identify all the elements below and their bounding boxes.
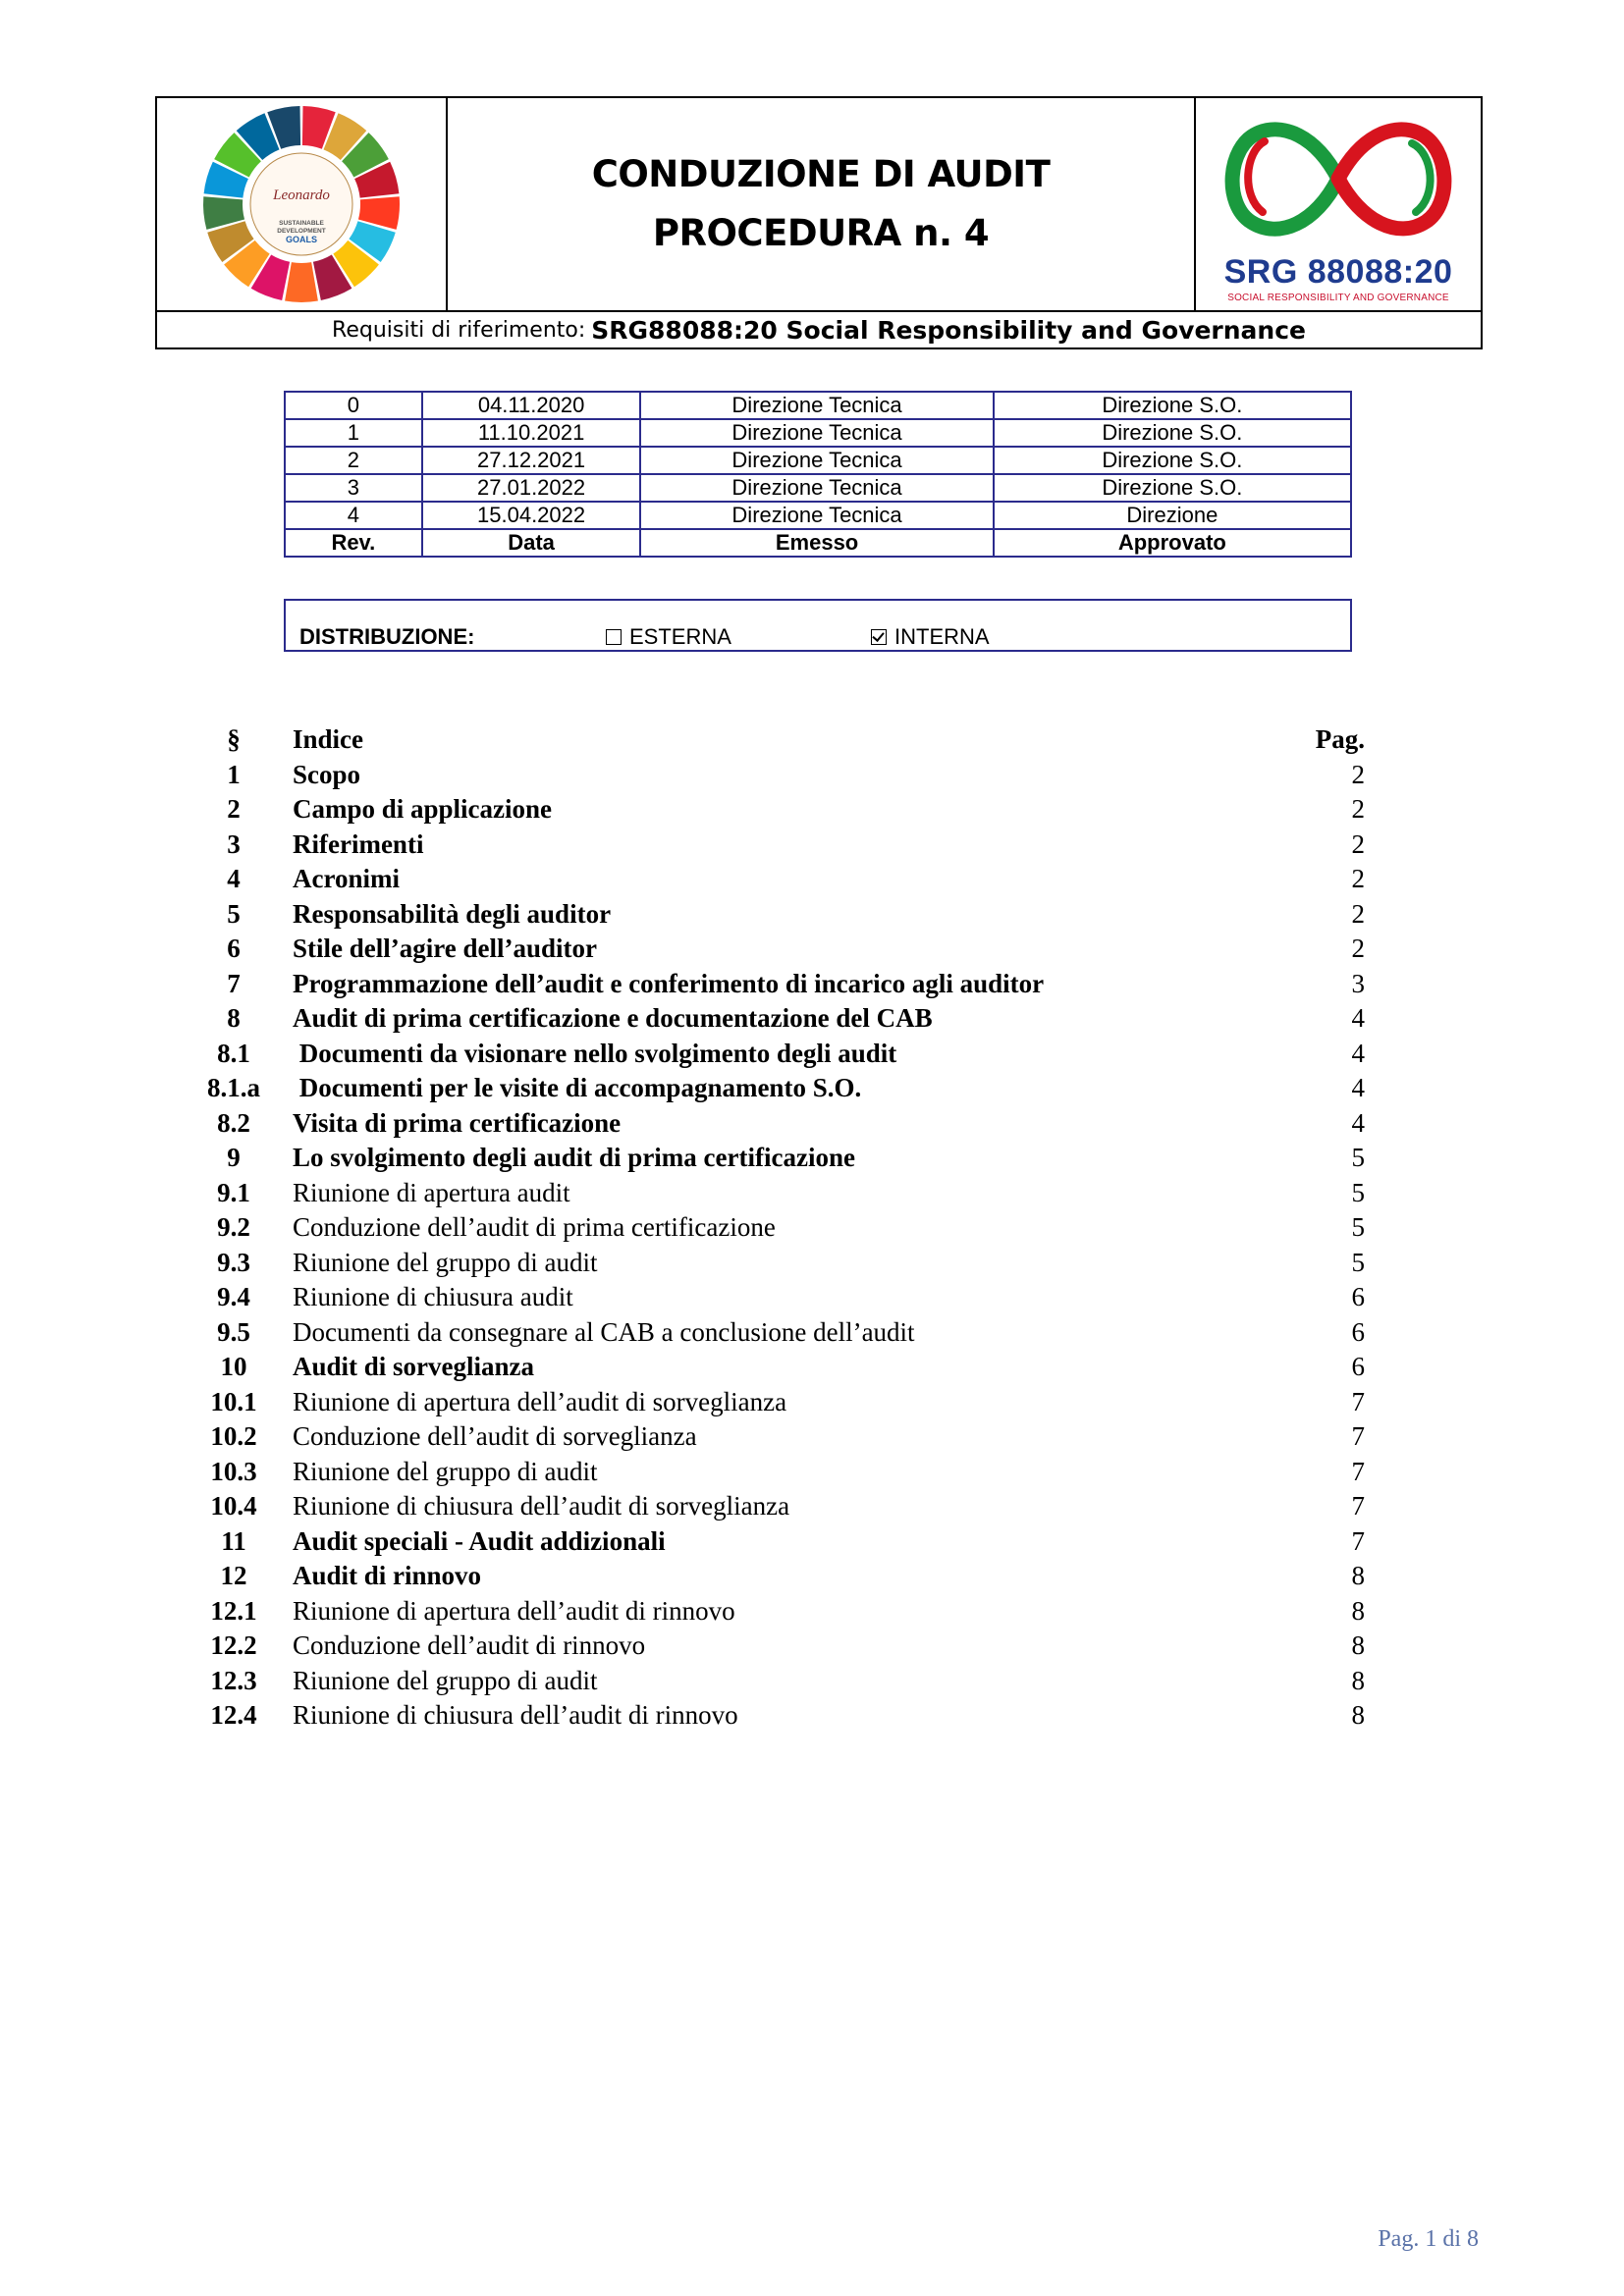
- toc-entry[interactable]: [187, 967, 1365, 1002]
- toc-entry-number: 11: [221, 1525, 246, 1556]
- toc-entry-page: 7: [1351, 1491, 1365, 1521]
- toc-entry-number: 12.2: [210, 1630, 257, 1660]
- toc-entry-title: Conduzione dell’audit di prima certificazione: [293, 1212, 776, 1242]
- table-of-contents: [187, 722, 1365, 1734]
- toc-entry-page: 8: [1351, 1665, 1365, 1695]
- revision-cell-emesso: Direzione Tecnica: [640, 419, 993, 447]
- title-line-2: PROCEDURA n. 4: [652, 212, 990, 254]
- toc-entry-page: 7: [1351, 1456, 1365, 1486]
- toc-entry-page: 8: [1351, 1630, 1365, 1660]
- revision-cell-emesso: Direzione Tecnica: [640, 474, 993, 502]
- toc-entry[interactable]: [187, 1524, 1365, 1560]
- toc-header: [187, 722, 1365, 758]
- toc-header-num: §: [227, 724, 241, 754]
- toc-entry-number: 5: [227, 898, 241, 929]
- toc-entry-number: 3: [227, 828, 241, 859]
- svg-text:GOALS: GOALS: [285, 235, 318, 244]
- toc-entry[interactable]: [187, 1489, 1365, 1524]
- revision-table: [284, 391, 1352, 558]
- revision-header-emesso: Emesso: [640, 529, 993, 557]
- toc-entry[interactable]: [187, 1629, 1365, 1664]
- toc-entry-number: 10: [220, 1352, 247, 1381]
- toc-entry-page: 2: [1351, 864, 1365, 893]
- revision-cell-rev: 2: [285, 447, 422, 474]
- toc-entry-title: Conduzione dell’audit di rinnovo: [293, 1630, 646, 1660]
- toc-entry-page: 2: [1351, 759, 1365, 789]
- toc-header-page: Pag.: [1315, 724, 1365, 754]
- toc-entry-title: Riunione di apertura dell’audit di sorveglianza: [293, 1386, 787, 1416]
- revision-cell-approvato: Direzione S.O.: [994, 447, 1351, 474]
- svg-text:DEVELOPMENT: DEVELOPMENT: [277, 228, 326, 235]
- revision-cell-rev: 4: [285, 502, 422, 529]
- revision-header-row: [285, 529, 1351, 557]
- toc-entry[interactable]: [187, 1455, 1365, 1490]
- toc-entry-page: 8: [1351, 1700, 1365, 1730]
- toc-entry-number: 8.1.a: [207, 1073, 260, 1102]
- toc-entry-number: 4: [227, 864, 241, 893]
- revision-cell-rev: 1: [285, 419, 422, 447]
- distribution-label: DISTRIBUZIONE:: [299, 624, 475, 649]
- revision-header-approvato: Approvato: [994, 529, 1351, 557]
- toc-entry-title: Conduzione dell’audit di sorveglianza: [293, 1421, 697, 1451]
- requirements-value: SRG88088:20 Social Responsibility and Governance: [591, 315, 1306, 345]
- toc-entry-page: 7: [1351, 1421, 1365, 1451]
- toc-entry-number: 9.2: [217, 1212, 250, 1242]
- toc-entry[interactable]: [187, 1419, 1365, 1455]
- revision-cell-data: 27.12.2021: [422, 447, 641, 474]
- revision-header-data: Data: [422, 529, 641, 557]
- document-title: [448, 98, 1194, 310]
- toc-entry-title: Riunione di chiusura audit: [293, 1282, 573, 1311]
- toc-entry-number: 8.1: [217, 1038, 250, 1068]
- toc-entry-number: 9.5: [217, 1316, 250, 1347]
- toc-entry-title: Audit di rinnovo: [293, 1561, 482, 1590]
- title-line-1: CONDUZIONE DI AUDIT: [591, 153, 1051, 195]
- revision-row: [285, 419, 1351, 447]
- toc-entry-page: 6: [1351, 1282, 1365, 1311]
- toc-entry-title: Riunione di chiusura dell’audit di sorveglianza: [293, 1491, 790, 1521]
- internal-label: INTERNA: [894, 624, 990, 649]
- sdg-segment: [285, 262, 318, 302]
- toc-entry-number: 9.3: [217, 1247, 250, 1277]
- toc-entry[interactable]: [187, 1315, 1365, 1351]
- toc-entry-number: 12.3: [210, 1665, 257, 1695]
- toc-entry-number: 9.1: [217, 1177, 250, 1207]
- revision-row: [285, 392, 1351, 419]
- toc-entry[interactable]: [187, 758, 1365, 793]
- srg-code-text: SRG 88088:20: [1223, 252, 1453, 291]
- toc-entry-page: 3: [1351, 968, 1365, 998]
- toc-entry[interactable]: [187, 1176, 1365, 1211]
- sdg-wheel-logo: [198, 101, 405, 307]
- toc-entry[interactable]: [187, 1350, 1365, 1385]
- revision-cell-data: 27.01.2022: [422, 474, 641, 502]
- toc-entry-page: 2: [1351, 794, 1365, 824]
- revision-cell-data: 04.11.2020: [422, 392, 641, 419]
- distribution-external-option[interactable]: [606, 624, 731, 650]
- toc-entry[interactable]: [187, 1594, 1365, 1629]
- toc-entry-number: 10.2: [210, 1421, 257, 1451]
- internal-checkbox[interactable]: [871, 629, 887, 645]
- toc-entry[interactable]: [187, 932, 1365, 967]
- page-number: Pag. 1 di 8: [1378, 2226, 1479, 2252]
- toc-entry-page: 5: [1351, 1177, 1365, 1207]
- toc-entry[interactable]: [187, 1001, 1365, 1037]
- toc-entry-page: 4: [1351, 1073, 1365, 1102]
- toc-entry[interactable]: [187, 1210, 1365, 1246]
- toc-entry-title: Documenti da visionare nello svolgimento degli audit: [293, 1038, 897, 1068]
- toc-entry-page: 8: [1351, 1595, 1365, 1626]
- srg-logo-cell: [1194, 98, 1481, 310]
- toc-entry-title: Audit speciali - Audit addizionali: [293, 1525, 666, 1556]
- document-header: [155, 96, 1483, 349]
- requirements-row: [157, 310, 1481, 347]
- external-checkbox[interactable]: [606, 629, 622, 645]
- revision-cell-emesso: Direzione Tecnica: [640, 392, 993, 419]
- toc-entry-title: Lo svolgimento degli audit di prima certificazione: [293, 1143, 855, 1172]
- toc-entry-title: Riunione di chiusura dell’audit di rinnovo: [293, 1700, 738, 1730]
- revision-cell-data: 11.10.2021: [422, 419, 641, 447]
- srg-infinity-logo: [1206, 106, 1471, 251]
- toc-entry-number: 10.4: [210, 1491, 257, 1521]
- toc-entry-title: Programmazione dell’audit e conferimento di incarico agli auditor: [293, 968, 1045, 998]
- toc-entry-title: Riunione del gruppo di audit: [293, 1456, 598, 1486]
- toc-entry[interactable]: [187, 862, 1365, 897]
- toc-entry-title: Riunione di apertura dell’audit di rinnovo: [293, 1595, 735, 1626]
- toc-entry[interactable]: [187, 1106, 1365, 1142]
- srg-subtitle-text: SOCIAL RESPONSIBILITY AND GOVERNANCE: [1227, 292, 1449, 303]
- toc-entry-number: 12: [220, 1561, 247, 1590]
- toc-entry-page: 4: [1351, 1003, 1365, 1033]
- toc-entry-title: Acronimi: [293, 864, 400, 893]
- svg-text:SUSTAINABLE: SUSTAINABLE: [279, 220, 324, 227]
- toc-entry-number: 9: [227, 1143, 241, 1172]
- toc-entry-number: 6: [227, 934, 241, 963]
- toc-entry-title: Documenti da consegnare al CAB a conclusione dell’audit: [293, 1316, 915, 1347]
- revision-cell-approvato: Direzione S.O.: [994, 419, 1351, 447]
- toc-entry-number: 8: [227, 1003, 241, 1033]
- toc-entry-number: 10.1: [210, 1386, 257, 1416]
- toc-entry-page: 4: [1351, 1038, 1365, 1068]
- toc-entry-title: Stile dell’agire dell’auditor: [293, 934, 597, 963]
- revision-row: [285, 502, 1351, 529]
- toc-entry[interactable]: [187, 1664, 1365, 1699]
- revision-cell-data: 15.04.2022: [422, 502, 641, 529]
- revision-cell-rev: 3: [285, 474, 422, 502]
- toc-entry-page: 2: [1351, 934, 1365, 963]
- toc-entry[interactable]: [187, 1280, 1365, 1315]
- toc-entry[interactable]: [187, 828, 1365, 863]
- toc-entry[interactable]: [187, 1246, 1365, 1281]
- toc-entry-title: Visita di prima certificazione: [293, 1107, 622, 1138]
- toc-entry[interactable]: [187, 1385, 1365, 1420]
- toc-entry-page: 2: [1351, 828, 1365, 859]
- toc-entry-title: Scopo: [293, 759, 361, 789]
- toc-entry-page: 2: [1351, 898, 1365, 929]
- toc-entry-title: Riunione del gruppo di audit: [293, 1247, 598, 1277]
- toc-entry-number: 1: [227, 759, 241, 789]
- requirements-label: Requisiti di riferimento:: [332, 317, 586, 343]
- toc-entry[interactable]: [187, 1698, 1365, 1734]
- revision-cell-emesso: Direzione Tecnica: [640, 502, 993, 529]
- toc-entry[interactable]: [187, 1141, 1365, 1176]
- toc-entry-page: 6: [1351, 1352, 1365, 1381]
- revision-row: [285, 474, 1351, 502]
- toc-entry[interactable]: [187, 1071, 1365, 1106]
- toc-entry-page: 6: [1351, 1316, 1365, 1347]
- distribution-box: [284, 599, 1352, 652]
- revision-cell-approvato: Direzione S.O.: [994, 474, 1351, 502]
- toc-entry[interactable]: [187, 1037, 1365, 1072]
- toc-entry-page: 5: [1351, 1212, 1365, 1242]
- sdg-logo-cell: [157, 98, 448, 310]
- toc-entry-number: 8.2: [217, 1107, 250, 1138]
- toc-entry-number: 12.1: [210, 1595, 257, 1626]
- toc-entry-number: 7: [227, 968, 241, 998]
- toc-entry-title: Documenti per le visite di accompagnamento S.O.: [293, 1073, 862, 1102]
- external-label: ESTERNA: [629, 624, 731, 649]
- toc-entry[interactable]: [187, 1559, 1365, 1594]
- distribution-internal-option[interactable]: [871, 624, 990, 650]
- toc-entry-number: 12.4: [210, 1700, 257, 1730]
- toc-entry-title: Audit di sorveglianza: [293, 1352, 535, 1381]
- logo-center-text: Leonardo: [273, 187, 330, 203]
- toc-entry-title: Audit di prima certificazione e documentazione del CAB: [293, 1003, 933, 1033]
- toc-entry[interactable]: [187, 792, 1365, 828]
- toc-entry-page: 4: [1351, 1107, 1365, 1138]
- toc-entry-page: 5: [1351, 1247, 1365, 1277]
- toc-entry-title: Responsabilità degli auditor: [293, 898, 612, 929]
- revision-header-rev: Rev.: [285, 529, 422, 557]
- revision-cell-emesso: Direzione Tecnica: [640, 447, 993, 474]
- toc-entry-title: Riunione di apertura audit: [293, 1177, 570, 1207]
- toc-entry-title: Riferimenti: [293, 828, 424, 859]
- toc-entry[interactable]: [187, 897, 1365, 933]
- toc-entry-page: 7: [1351, 1386, 1365, 1416]
- toc-entry-page: 7: [1351, 1525, 1365, 1556]
- toc-header-title: Indice: [293, 724, 364, 754]
- revision-cell-rev: 0: [285, 392, 422, 419]
- toc-entry-page: 8: [1351, 1561, 1365, 1590]
- toc-entry-number: 9.4: [217, 1282, 250, 1311]
- toc-entry-title: Campo di applicazione: [293, 794, 553, 824]
- toc-entry-number: 10.3: [210, 1456, 257, 1486]
- toc-entry-title: Riunione del gruppo di audit: [293, 1665, 598, 1695]
- revision-row: [285, 447, 1351, 474]
- toc-entry-number: 2: [227, 794, 241, 824]
- revision-cell-approvato: Direzione: [994, 502, 1351, 529]
- toc-entry-page: 5: [1351, 1143, 1365, 1172]
- revision-cell-approvato: Direzione S.O.: [994, 392, 1351, 419]
